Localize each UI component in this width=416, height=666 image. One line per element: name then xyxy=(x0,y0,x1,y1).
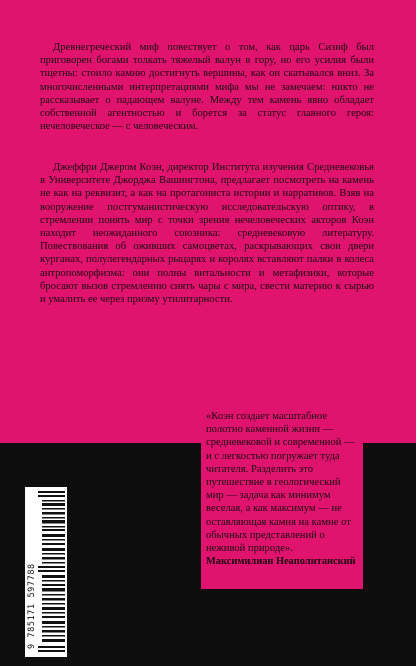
blurb-paragraph-1: Древнегреческий миф повествует о том, как царь Сизиф был приговорен богами толкать тяжелый валун в гору, но его усилия были тщетны: стоило камню достигнуть вершины, как он скатывался вниз. За многочисленными интерпретациями мифа мы не замечаем: никто не рассказывает о падающем валуне. Между тем камень явно обладает собственной агентностью и борется за статус главного героя: нечеловеческое — с человеческим. xyxy=(40,42,374,133)
barcode-bars xyxy=(38,491,65,653)
isbn-barcode xyxy=(25,487,67,657)
blurb-paragraph-2: Джеффри Джером Коэн, директор Института изучения Средневековья в Университете Джорджа Вашингтона, предлагает посмотреть на камень не как на реквизит, а как на протагониста истории и нарративов. Взяв на вооружение постгуманистическую исследовательскую оптику, в стремлении понять мир с точки зрения нечеловеческих акторов Коэн находит неожиданного союзника: средневековую литературу. Повествования об оживших самоцветах, раскрывающих свои двери курганах, полулегендарных рыцарях и королях вставляют палки в колеса антропоморфизма: они полны витальности и метафизики, которые бросают вызов стремлению снять чары с мира, свести материю к сырью и умалить ее через призму утилитарности. xyxy=(40,162,374,306)
quote-author: Максимилиан Неаполитанский xyxy=(206,556,356,567)
review-quote: «Коэн создает масштабное полотно каменной жизни — средневековой и современной — и с легкостью погружает туда читателя. Разделить это путешествие в геологический мир — задача как минимум веселая, а как максимум — не оставляющая камня на камне от обычных представлений о неживой природе». xyxy=(206,411,355,555)
isbn-number: 9 785171 597788 xyxy=(27,563,37,649)
